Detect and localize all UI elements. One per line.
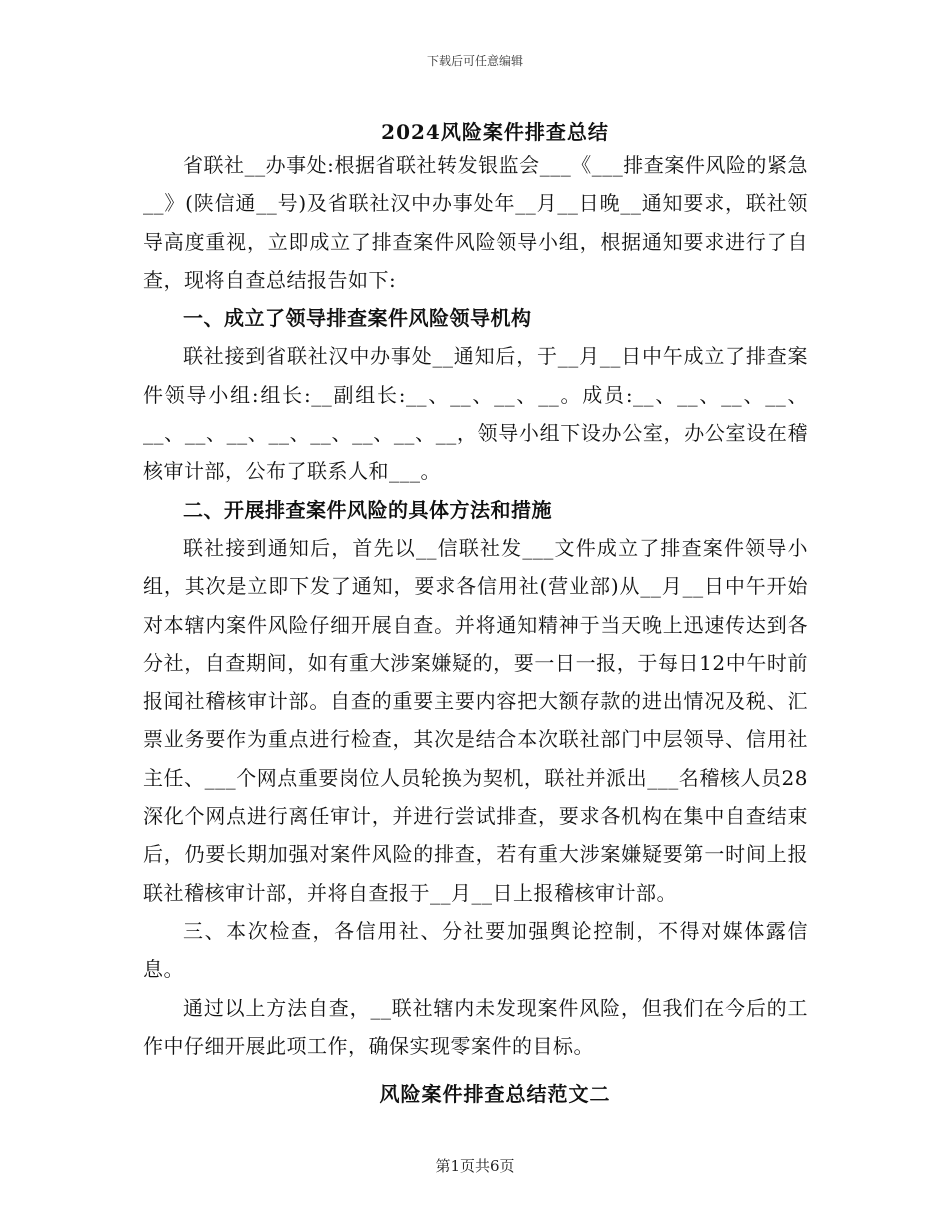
document-body [143, 146, 808, 1065]
intro-paragraph: 省联社__办事处:根据省联社转发银监会___《___排查案件风险的紧急__》(陕信通__号)及省联社汉中办事处年__月__日晚__通知要求，联社领导高度重视，立即成立了排查案件风险领导小组，根据通知要求进行了自查，现将自查总结报告如下: [143, 153, 808, 292]
page-footer: 第1页共6页 [435, 1157, 515, 1175]
header-note: 下载后可任意编辑 [426, 54, 523, 68]
section-2-paragraph: 联社接到通知后，首先以__信联社发___文件成立了排查案件领导小组，其次是立即下发了通知，要求各信用社(营业部)从__月__日中午开始对本辖内案件风险仔细开展自查。并将通知精神于当天晚上迅速传达到各分社，自查期间，如有重大涉案嫌疑的，要一日一报，于每日12中午时前报闻社稽核审计部。自查的重要主要内容把大额存款的进出情况及税、汇票业务要作为重点进行检查，其次是结合本次联社部门中层领导、信用社主任、___个网点重要岗位人员轮换为契机，联社并派出___名稽核人员28深化个网点进行离任审计，并进行尝试排查，要求各机构在集中自查结束后，仍要长期加强对案件风险的排查，若有重大涉案嫌疑要第一时间上报联社稽核审计部，并将自查报于__月__日上报稽核审计部。 [143, 535, 808, 905]
section-heading-2: 二、开展排查案件风险的具体方法和措施 [183, 497, 552, 522]
section-heading-1: 一、成立了领导排查案件风险领导机构 [183, 306, 532, 331]
conclusion-paragraph: 通过以上方法自查，__联社辖内未发现案件风险，但我们在今后的工作中仔细开展此项工作，确保实现零案件的目标。 [143, 995, 808, 1058]
document-subtitle: 风险案件排查总结范文二 [379, 1082, 611, 1106]
section-3-paragraph: 三、本次检查，各信用社、分社要加强舆论控制，不得对媒体露信息。 [143, 918, 808, 982]
section-1-paragraph: 联社接到省联社汉中办事处__通知后，于__月__日中午成立了排查案件领导小组:组长:__副组长:__、__、__、__。成员:__、__、__、__、__、__、__、__、__、__、__、__，领导小组下设办公室，办公室设在稽核审计部，公布了联系人和___。 [143, 344, 808, 484]
document-title: 2024风险案件排查总结 [381, 120, 609, 144]
